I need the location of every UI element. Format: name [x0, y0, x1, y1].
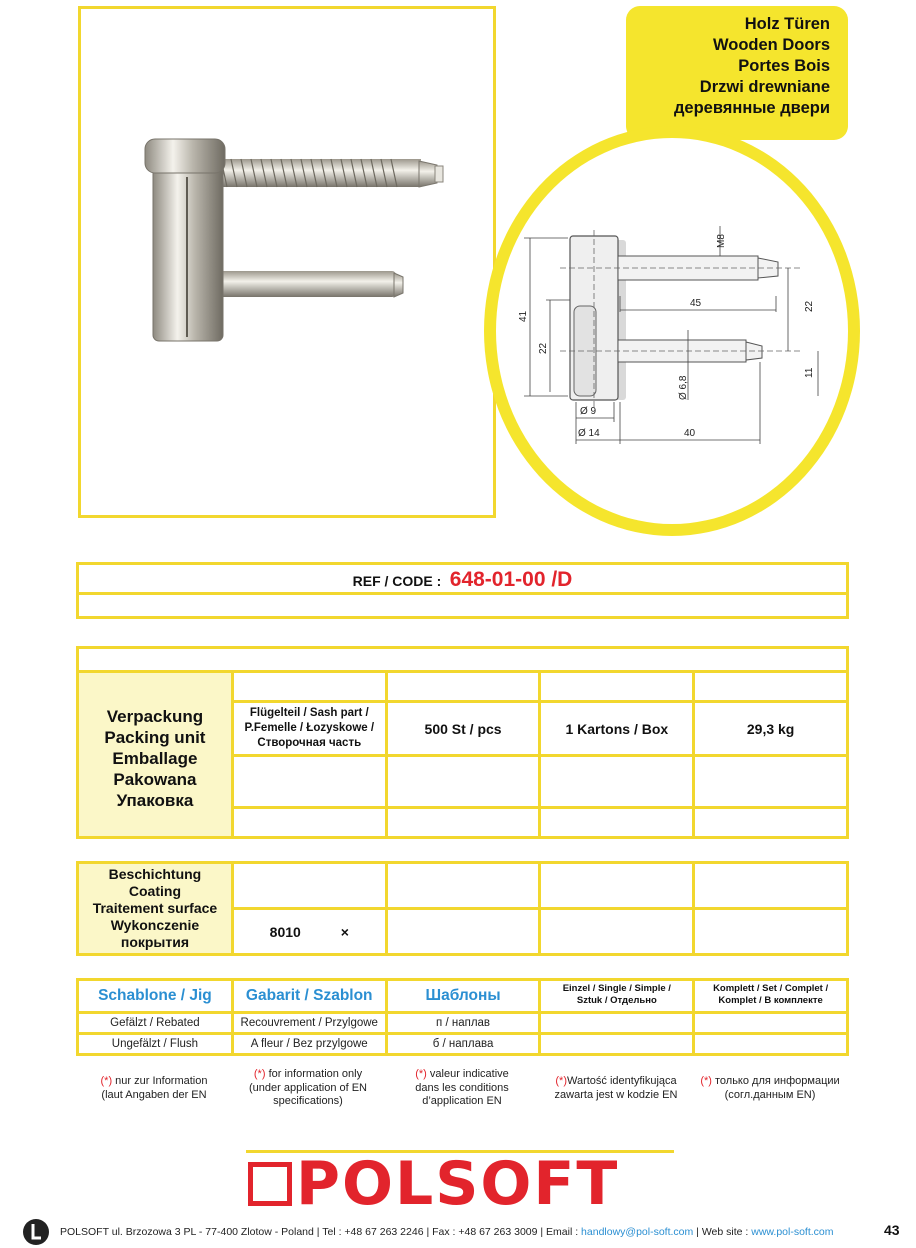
cell: [540, 756, 694, 808]
cell: [694, 808, 848, 838]
jig-header-1: Schablone / Jig: [78, 980, 233, 1013]
cell: [694, 672, 848, 702]
dim-9: Ø 9: [580, 406, 597, 417]
technical-drawing: [496, 138, 848, 524]
box-cell: 1 Kartons / Box: [540, 702, 694, 756]
brand-logo: POLSOFT: [296, 1149, 620, 1219]
jig-cell: п / наплав: [386, 1013, 540, 1034]
quantity-cell: 500 St / pcs: [386, 702, 540, 756]
jig-cell: Recouvrement / Przylgowe: [232, 1013, 386, 1034]
footnote-star: (*): [253, 1068, 266, 1080]
cell: [386, 808, 540, 838]
footnote-text: for information only: [268, 1068, 363, 1080]
packing-header-row: [78, 648, 848, 672]
footnote-ru: [694, 1075, 846, 1102]
jig-header-4-line: Sztuk / Отдельно: [576, 995, 657, 1006]
footnote-line: zawarta jest w kodzie EN: [554, 1088, 678, 1101]
jig-header-4: [540, 980, 694, 1013]
jig-cell: A fleur / Bez przylgowe: [232, 1034, 386, 1055]
footer-email-link[interactable]: handlowy@pol-soft.com: [581, 1226, 694, 1238]
cell: [232, 863, 386, 909]
footnote-text: valeur indicative: [429, 1068, 509, 1080]
jig-header-5-line: Komplet / В комплекте: [718, 995, 823, 1006]
table-row: [78, 1013, 848, 1034]
title-ru: деревянные двери: [673, 99, 830, 117]
jig-header-5: [694, 980, 848, 1013]
cell: [386, 672, 540, 702]
coating-code: 8010: [269, 923, 301, 940]
footnote-line: [392, 1068, 532, 1082]
dim-m8: M8: [716, 234, 727, 248]
weight-cell: 29,3 kg: [694, 702, 848, 756]
jig-cell: Gefälzt / Rebated: [78, 1013, 233, 1034]
packing-label-cell: [78, 672, 233, 838]
cell: [540, 909, 694, 955]
packing-label-pl: Pakowana: [113, 770, 197, 789]
coating-label-de: Beschichtung: [108, 866, 202, 882]
jig-header-5-line: Komplett / Set / Complet /: [713, 983, 829, 994]
coating-label-fr: Traitement surface: [92, 900, 218, 916]
product-photo-frame: [78, 6, 496, 518]
coating-row-1: [78, 863, 848, 909]
dim-40: 40: [684, 428, 696, 439]
dim-22a: 22: [804, 300, 815, 312]
jig-cell: [694, 1013, 848, 1034]
page-number: 43: [884, 1222, 900, 1238]
packing-label-fr: Emballage: [112, 749, 198, 768]
footnote-star: (*): [555, 1075, 567, 1087]
cell: [386, 909, 540, 955]
ref-code-label: REF / CODE :: [352, 573, 442, 589]
part-cell: [232, 702, 386, 756]
footnote-text: Wartość identyfikująca: [566, 1075, 677, 1087]
jig-cell: [540, 1034, 694, 1055]
jig-header-3: Шаблоны: [386, 980, 540, 1013]
title-fr: Portes Bois: [738, 57, 830, 75]
packing-header-cell: [78, 648, 848, 672]
coating-mark: ×: [340, 923, 349, 940]
ref-code-value: 648-01-00 /D: [449, 568, 573, 591]
cell: [694, 863, 848, 909]
cell: [694, 909, 848, 955]
dim-6-8: Ø 6,8: [678, 375, 689, 400]
part-line: Створочная часть: [257, 737, 362, 749]
footnote-line: [540, 1075, 692, 1089]
footnote-line: d’application EN: [422, 1095, 502, 1107]
jig-header-row: [78, 980, 848, 1013]
footnote-line: specifications): [273, 1095, 343, 1107]
footnote-en: [236, 1068, 380, 1109]
jig-table: [76, 978, 849, 1056]
cell: [694, 756, 848, 808]
cell: [232, 756, 386, 808]
footnote-text: nur zur Information: [115, 1075, 208, 1087]
packing-table: [76, 646, 849, 839]
cell: [540, 808, 694, 838]
cell: [386, 863, 540, 909]
title-de: Holz Türen: [744, 15, 830, 33]
coating-value-cell: [232, 909, 386, 955]
dim-11: 11: [804, 367, 815, 378]
footer-logo-icon: [22, 1218, 50, 1246]
footer-address: POLSOFT ul. Brzozowa 3 PL - 77-400 Zlotow - Poland | Tel : +48 67 263 2246 | Fax : +48 67 263 3009 | Email :: [60, 1226, 582, 1238]
jig-header-2: Gabarit / Szablon: [232, 980, 386, 1013]
coating-label-pl: Wykonczenie: [110, 917, 200, 933]
dim-22b: 22: [538, 342, 549, 354]
footnote-line: [694, 1075, 846, 1089]
jig-cell: [694, 1034, 848, 1055]
cell: [540, 672, 694, 702]
part-line: Flügelteil / Sash part /: [249, 707, 369, 719]
cell: [232, 672, 386, 702]
footnote-text: только для информации: [714, 1075, 840, 1087]
hinge-photo: [81, 9, 493, 515]
footnote-star: (*): [415, 1068, 427, 1080]
cell: [232, 808, 386, 838]
language-title-box: [626, 6, 848, 140]
footnote-line: (under application of EN: [248, 1081, 367, 1094]
footnote-line: (согл.данным EN): [724, 1088, 816, 1101]
dim-41: 41: [518, 310, 529, 322]
ref-code-box: [76, 562, 849, 619]
jig-header-4-line: Einzel / Single / Simple /: [562, 983, 671, 994]
part-line: P.Femelle / Łozyskowe /: [244, 722, 375, 734]
coating-label-cell: [78, 863, 233, 955]
cell: [386, 756, 540, 808]
jig-cell: Ungefälzt / Flush: [78, 1034, 233, 1055]
footnote-star: (*): [100, 1075, 113, 1087]
footnote-line: [84, 1075, 224, 1089]
coating-table: [76, 861, 849, 956]
footnote-pl: [540, 1075, 692, 1102]
dim-45: 45: [690, 298, 702, 309]
table-row: [78, 1034, 848, 1055]
packing-label-de: Verpackung: [106, 707, 204, 726]
ref-code-row: [79, 565, 846, 595]
footnote-star: (*): [700, 1075, 712, 1087]
footnote-fr: [392, 1068, 532, 1109]
packing-label-ru: Упаковка: [116, 791, 194, 810]
footnote-de: [84, 1075, 224, 1102]
dim-14: Ø 14: [578, 428, 600, 439]
packing-label-en: Packing unit: [104, 728, 206, 747]
footnote-line: [236, 1068, 380, 1082]
logo-square-icon: [248, 1162, 292, 1206]
footnote-line: (laut Angaben der EN: [101, 1088, 207, 1101]
jig-cell: б / наплава: [386, 1034, 540, 1055]
footer-web-link[interactable]: www.pol-soft.com: [751, 1226, 834, 1238]
coating-label-ru: покрытия: [120, 934, 190, 950]
footer-web-label: | Web site :: [693, 1226, 752, 1238]
jig-cell: [540, 1013, 694, 1034]
coating-label-en: Coating: [128, 883, 181, 899]
footnote-line: dans les conditions: [415, 1081, 509, 1094]
cell: [540, 863, 694, 909]
footer-contact: [60, 1226, 834, 1238]
title-en: Wooden Doors: [712, 36, 830, 54]
title-pl: Drzwi drewniane: [699, 78, 830, 96]
packing-row-empty: [78, 672, 848, 702]
